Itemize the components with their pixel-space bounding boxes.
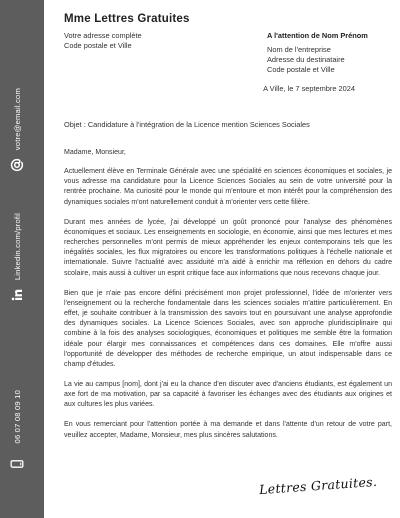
sender-address-line: Votre adresse complète (64, 31, 142, 40)
recipient-company: Nom de l'entreprise (267, 45, 331, 54)
linkedin-contact[interactable] (10, 213, 24, 302)
letter-date: A Ville, le 7 septembre 2024 (263, 84, 355, 93)
recipient-block (267, 31, 368, 75)
contact-sidebar (0, 0, 44, 518)
letter-body (64, 148, 392, 451)
body-paragraph: La vie au campus [nom], dont j'ai eu la chance d'en discuter avec d'anciens étudiants, est également un axe fort de ma motivation, par sa capacité à favoriser les échanges avec des étudiants aux origines et aux cultures les plus variées. (64, 380, 392, 409)
linkedin-icon (10, 288, 24, 302)
phone-contact[interactable] (10, 390, 24, 471)
recipient-city: Code postale et Ville (267, 65, 335, 74)
sender-city-line: Code postale et Ville (64, 41, 132, 50)
letter-object: Objet : Candidature à l'intégration de la Licence mention Sciences Sociales (64, 120, 310, 129)
letter-content (44, 0, 400, 518)
linkedin-text[interactable]: Linkedin.com/profil (12, 213, 22, 281)
body-paragraph: Actuellement élève en Terminale Générale avec une spécialité en sciences économiques et sociales, je vous adresse ma candidature pour la Licence Sciences Sociales au sein de votre université pour la rentrée prochaine. Ma curiosité pour le monde qui m'entoure et mon intérêt pour la compréhension des dynamiques sociales m'ont naturellement conduit à m'orienter vers cette filière. (64, 168, 392, 206)
email-contact[interactable] (10, 88, 24, 172)
sender-name: Mme Lettres Gratuites (64, 13, 190, 25)
sender-address (64, 31, 142, 51)
recipient-attention: A l'attention de Nom Prénom (267, 31, 368, 40)
at-icon (10, 158, 24, 172)
phone-icon (10, 457, 24, 471)
email-text[interactable]: votre@email.com (12, 88, 22, 151)
closing-paragraph: En vous remerciant pour l'attention portée à ma demande et dans l'attente d'un retour de votre part, veuillez accepter, Madame, Monsieur, mes plus sincères salutations. (64, 421, 392, 439)
salutation: Madame, Monsieur, (64, 149, 126, 156)
signature: Lettres Gratuites. (258, 473, 378, 498)
body-paragraph: Durant mes années de lycée, j'ai développé un goût prononcé pour l'analyse des phénomènes économiques et sociaux. Les enseignements en sociologie, en économie, ainsi que mes lectures et mes recherches personnelles m'ont permis de mieux appréhender les enjeux contemporains tels que les inégalités sociales, les flux migratoires ou encore les transformations politiques à l'échelle nationale et internationale. Suivre l'actualité avec assiduité m'a aidé à enrichir ma réflexion en dehors du cadre scolaire, mais aussi à cultiver un esprit critique face aux informations que nous recevons chaque jour. (64, 218, 392, 277)
body-paragraph: Bien que je n'aie pas encore défini précisément mon projet professionnel, l'idée de m'orienter vers l'enseignement ou la recherche fondamentale dans les sciences sociales m'attire particulièrement. En effet, je souhaite contribuer à la transmission des savoirs tout en poursuivant une analyse approfondie des dynamiques sociales. La Licence Sciences Sociales, avec son approche pluridisciplinaire qui combine à la fois des analyses sociologiques, économiques et politiques me semble être la formation idéale pour élargir mes connaissances et compétences dans ces domaines. Elle m'offre aussi l'opportunité de développer des méthodes de recherche empirique, un atout indispensable dans ce champ d'études. (64, 289, 392, 368)
phone-text[interactable]: 06 07 08 09 10 (12, 390, 22, 444)
recipient-address: Adresse du destinataire (267, 55, 345, 64)
